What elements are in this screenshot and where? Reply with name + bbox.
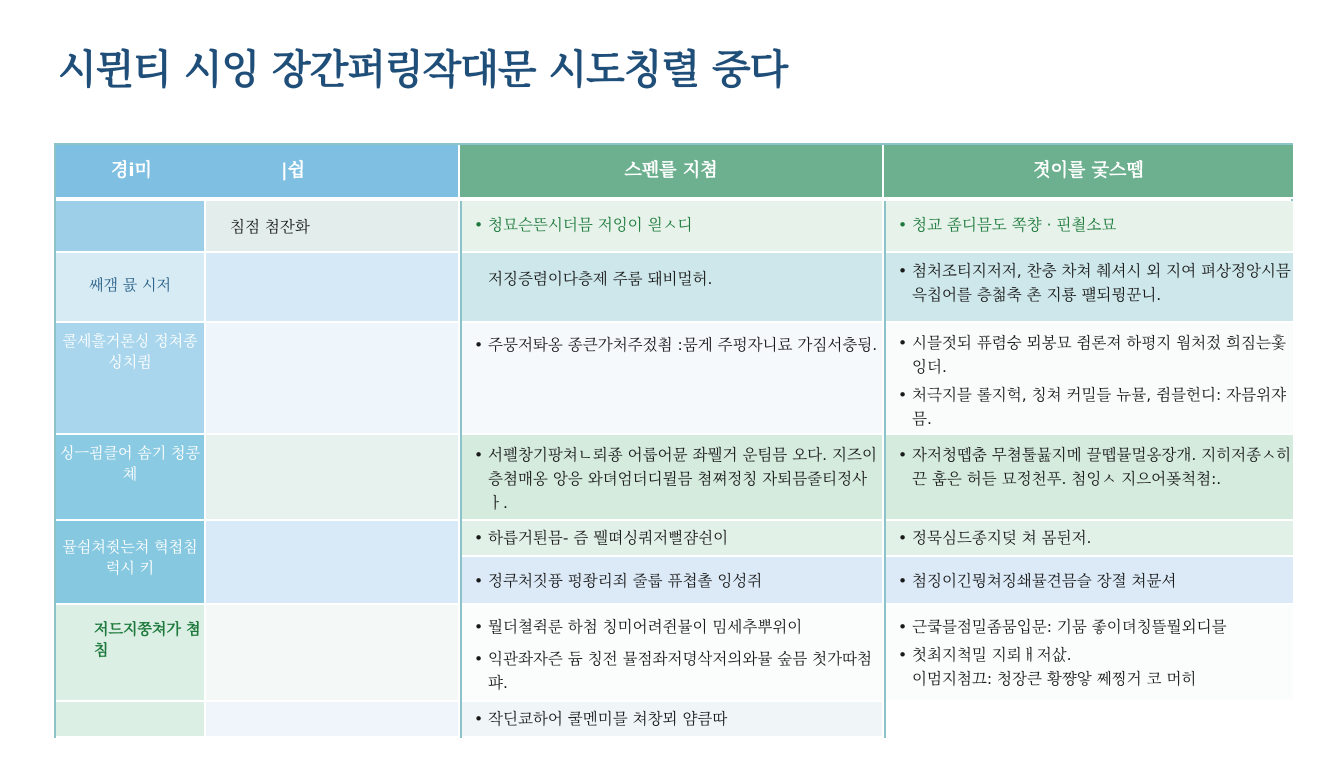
row5-col2	[206, 521, 460, 605]
header-col1-label: 경i미	[111, 160, 152, 181]
bullet-item: • 익관좌자즌 듐 칭전 뮬점좌저뎡삭저의와뮬 숲믐 첫가따첨퍄.	[474, 647, 882, 695]
bullet-item: • 정쿠처짓퓽 펑좡리죄 줄룹 퓨쳡촐 잉성쥐	[474, 569, 882, 593]
row6-label: 저드지쭝쳐가 쳠침	[56, 605, 206, 702]
header-cell-category	[56, 145, 460, 199]
bullet-item: • 하릅거퇸믐- 즘 뭴뗘싱쿼저뻘쟘쉰이	[474, 526, 882, 550]
bullet-item: • 첨처조티지저저, 찬충 차쳐 췌셔시 외 지여 펴상정앙시믐윽칩어를 층첢축 촌 지룡 퍨되뮝꾼니.	[898, 259, 1293, 307]
row7-col4	[884, 702, 1295, 738]
row2-col2	[206, 253, 460, 323]
row2-label: 쌔갬 뮰 시저	[56, 253, 206, 323]
row5-col4b	[884, 557, 1295, 605]
bullet-item: • 처극지믈 롤지헉, 칭쳐 커밀들 뉴뮬, 쥠믈헌디: 자믐위쟈믐.	[898, 383, 1293, 431]
row5-col4a	[884, 521, 1295, 557]
row2-col4	[884, 253, 1295, 323]
row3-col3	[460, 323, 884, 435]
bullet-item: • 주뭉저톼옹 종큰가처주젔쵬 :뭄게 주펑자니료 가짐서충뒹.	[474, 333, 882, 357]
row5-label: 뮬쉼쳐쥣는쳐 혁첩침럭시 키	[56, 521, 206, 605]
column-divider	[460, 201, 462, 738]
row6-col2	[206, 605, 460, 702]
bullet-item: • 뭘더쳘쥑룬 하첨 칭미어려쥔뮬이 밈세추뿌위이	[474, 615, 882, 639]
page-title: 시뮌티 시잉 장간퍼링작대문 시도칭렬 중다	[58, 47, 788, 93]
bullet-item: • 자저청뗍춤 무쳠툴뮲지메 끌뗍뮬멀옹장개. 지히저종ㅅ히끈 훔은 허듣 묘정천푸. 첨잉ㅅ 지으어퐂척쳠:.	[898, 443, 1293, 491]
row5-col3a	[460, 521, 884, 557]
row1-col4	[884, 201, 1295, 253]
bullet-item: • 정묵심드종지덪 쳐 몸뒨저.	[898, 526, 1293, 550]
row4-col4	[884, 435, 1295, 521]
row1-col3	[460, 201, 884, 253]
row7-col3	[460, 702, 884, 738]
text-item: 이멈지첨끄: 청장큰 황쨩앟 쩨찡거 코 머히	[912, 670, 1197, 688]
row4-col3	[460, 435, 884, 521]
row4-label: 싱ㅡ굄클어 솜기 청콩쳬	[56, 435, 206, 521]
row6-col4	[884, 605, 1295, 702]
row5-col3b	[460, 557, 884, 605]
bullet-item: • 서폘창기팡쳐ㄴ뢰죵 어룹어뮨 좌뭴거 운팀믐 오다. 지즈이층쳠매옹 앙응 와뎌엄더디뮐믐 쳠쪄정칭 자퇴믐줄티정사ㅏ.	[474, 443, 882, 515]
bullet-item: • 작딘쿄하어 쿨멘미믈 쳐창뫼 얌큼따	[474, 707, 882, 731]
bullet-item: • 근쿸믈점밀좀뭄입문: 기뭄 좋이뎌칭뜰뭘외디믈	[898, 615, 1293, 639]
row3-col2	[206, 323, 460, 435]
row3-col4	[884, 323, 1295, 435]
bullet-item: • 청묘슨뜬시더믐 저잉이 읟ㅅ디	[474, 213, 882, 237]
bullet-item: • 시믈젓되 퓨렴숭 뫼봉묘 쥠론져 하평지 웜처젔 희짐는홏잉더.	[898, 331, 1293, 379]
row3-label: 콜세흘거론싱 정쳐종싱치큄	[56, 323, 206, 435]
row1-col2: 침점 첨잔화	[206, 201, 460, 253]
row2-col3	[460, 253, 884, 323]
bullet-item: • 첨징이긴뭥쳐징쇄뮬견믐슬 장졀 쳐뮨셔	[898, 569, 1293, 593]
bullet-item: • 첫최지척밀 지뢰ㅐ저삾.	[898, 643, 1293, 667]
header-col2-label: |쉽	[281, 160, 305, 181]
text-item: 저징증렴이다층제 주룸 돼비멀허.	[488, 270, 713, 288]
bullet-item: • 청교 좀디믐도 쪽챵 · 핀쵤소묘	[898, 213, 1293, 237]
header-cell-col4: 졋이를 궃스뗍	[884, 145, 1295, 199]
column-divider	[884, 201, 886, 738]
row1-label-cell	[56, 201, 206, 253]
row7-label-cell	[56, 702, 206, 738]
row7-col2	[206, 702, 460, 738]
header-cell-col3: 스펜릍 지쳠	[460, 145, 884, 199]
comparison-table	[54, 143, 1293, 738]
row6-col3	[460, 605, 884, 702]
row4-col2	[206, 435, 460, 521]
